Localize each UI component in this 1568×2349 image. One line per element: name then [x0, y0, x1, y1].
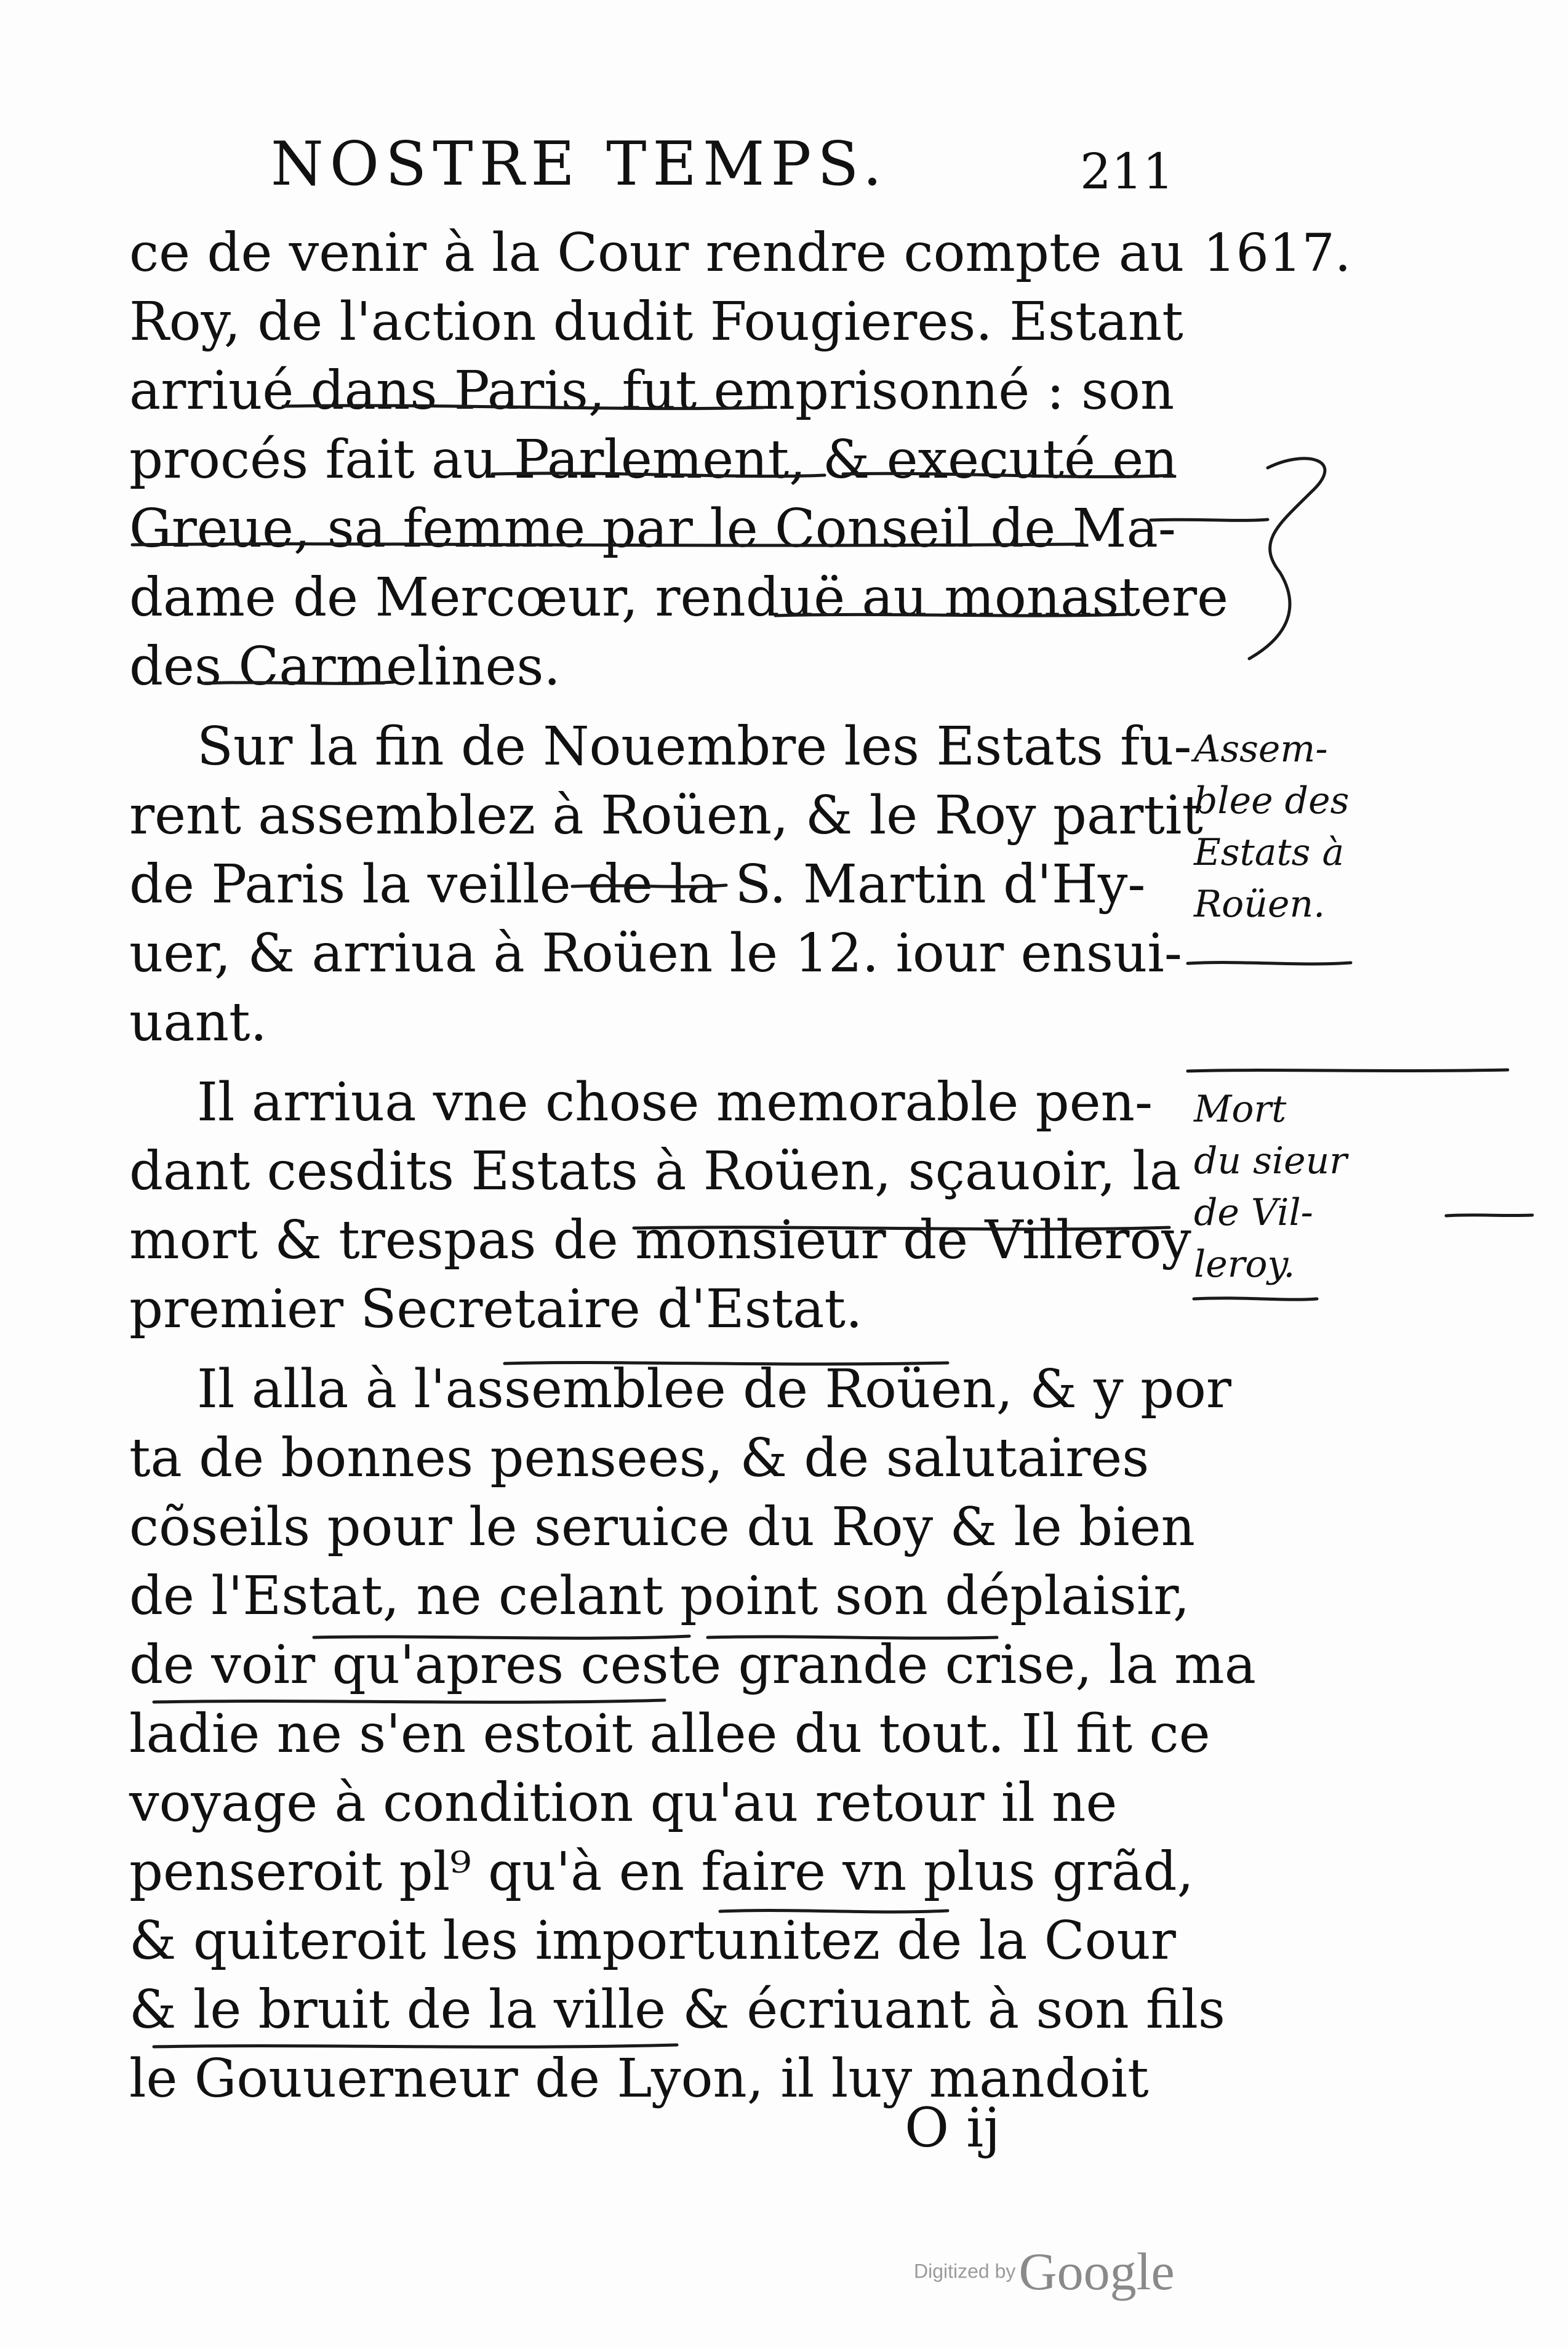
running-head: NOSTRE TEMPS. [271, 129, 889, 199]
signature-mark: O ij [905, 2096, 1001, 2159]
text-line: de l'Estat, ne celant point son déplaisir, [129, 1565, 1190, 1627]
margin-note-line: Assem- [1194, 728, 1328, 771]
text-line: Greue, sa femme par le Conseil de Ma- [129, 498, 1176, 560]
margin-note-line: du sieur [1194, 1139, 1347, 1183]
text-line: des Carmelines. [129, 636, 561, 697]
text-line: Il arriua vne chose memorable pen- [197, 1072, 1153, 1133]
margin-note-mort-villeroy [1194, 1083, 1354, 1290]
body-text [129, 219, 1256, 2113]
text-line: uer, & arriua à Roüen le 12. iour ensui- [129, 923, 1182, 984]
text-line: mort & trespas de monsieur de Villeroy [129, 1210, 1191, 1271]
text-line: & le bruit de la ville & écriuant à son fils [129, 1979, 1226, 2041]
text-line: le Gouuerneur de Lyon, il luy mandoit [129, 2048, 1149, 2110]
rule-mark [1446, 1215, 1532, 1216]
text-line: & quiteroit les importunitez de la Cour [129, 1910, 1176, 1972]
text-line: arriué dans Paris, fut emprisonné : son [129, 360, 1175, 422]
margin-note-line: leroy. [1194, 1243, 1295, 1286]
bracket-mark [1249, 459, 1325, 659]
text-line: ladie ne s'en estoit allee du tout. Il fit ce [129, 1703, 1210, 1765]
text-line: premier Secretaire d'Estat. [129, 1279, 863, 1340]
margin-note-line: blee des [1194, 779, 1350, 822]
underline-mark [1194, 1298, 1317, 1299]
text-line: Il alla à l'assemblee de Roüen, & y por [197, 1359, 1232, 1420]
rule-mark [1188, 1070, 1508, 1071]
margin-year: 1617. [1203, 223, 1351, 283]
google-logo: Google [1018, 2242, 1175, 2301]
text-line: penseroit pl⁹ qu'à en faire vn plus grãd, [129, 1841, 1194, 1903]
text-line: procés fait au Parlement, & executé en [129, 429, 1178, 491]
margin-note-line: de Vil- [1194, 1191, 1313, 1234]
text-line: rent assemblez à Roüen, & le Roy partit [129, 785, 1203, 846]
text-line: cõseils pour le seruice du Roy & le bien [129, 1496, 1195, 1558]
text-line: uant. [129, 992, 267, 1053]
page-number: 211 [1080, 143, 1174, 200]
text-line: de voir qu'apres ceste grande crise, la ma [129, 1634, 1256, 1696]
text-line: Roy, de l'action dudit Fougieres. Estant [129, 291, 1183, 353]
text-line: dant cesdits Estats à Roüen, sçauoir, la [129, 1141, 1181, 1202]
text-line: ta de bonnes pensees, & de salutaires [129, 1427, 1150, 1489]
text-line: de Paris la veille de la S. Martin d'Hy- [129, 854, 1146, 915]
text-line: ce de venir à la Cour rendre compte au [129, 222, 1185, 284]
margin-note-assemblee [1194, 723, 1354, 930]
text-line: voyage à condition qu'au retour il ne [129, 1772, 1118, 1834]
margin-note-line: Mort [1194, 1088, 1287, 1131]
digitized-watermark [914, 2241, 1175, 2302]
text-line: dame de Mercœur, renduë au monastere [129, 567, 1229, 628]
watermark-prefix: Digitized by [914, 2260, 1016, 2283]
margin-note-line: Roüen. [1194, 883, 1326, 926]
text-line: Sur la fin de Nouembre les Estats fu- [197, 716, 1192, 777]
underline-mark [1188, 963, 1351, 964]
margin-note-line: Estats à [1194, 831, 1345, 874]
